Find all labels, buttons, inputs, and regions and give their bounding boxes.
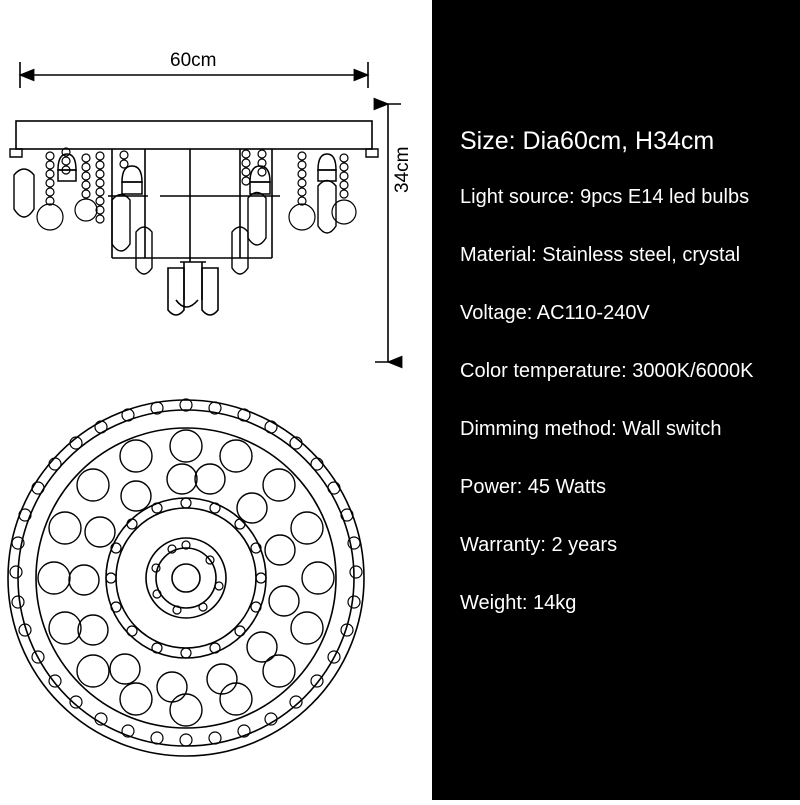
spec-power: Power: 45 Watts: [460, 476, 606, 498]
spec-size: Size: Dia60cm, H34cm: [460, 127, 715, 155]
width-dimension-label: 60cm: [170, 50, 217, 71]
spec-material: Material: Stainless steel, crystal: [460, 244, 741, 266]
front-elevation-view: [10, 121, 378, 315]
specifications-panel: [432, 0, 800, 800]
spec-voltage: Voltage: AC110-240V: [460, 302, 650, 324]
spec-warranty: Warranty: 2 years: [460, 534, 618, 556]
spec-dimming-method: Dimming method: Wall switch: [460, 418, 722, 440]
spec-light-source: Light source: 9pcs E14 led bulbs: [460, 186, 750, 208]
spec-weight: Weight: 14kg: [460, 592, 577, 614]
height-dimension-label: 34cm: [392, 146, 413, 193]
height-dimension-line: [375, 104, 401, 362]
spec-color-temperature: Color temperature: 3000K/6000K: [460, 360, 754, 382]
bottom-plan-view: [8, 399, 364, 756]
